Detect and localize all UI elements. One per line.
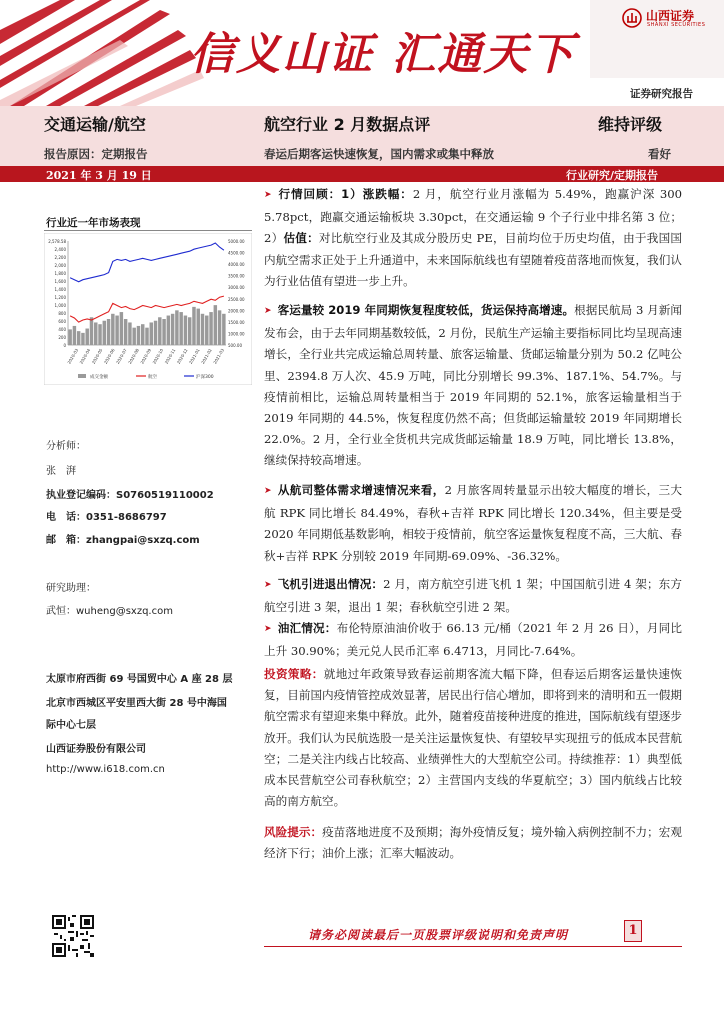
volume-bar bbox=[120, 312, 123, 345]
para-airline-demand bbox=[264, 480, 682, 567]
license-number: 执业登记编码：S0760519110002 bbox=[46, 490, 214, 501]
x-tick-label: 2021-01 bbox=[187, 347, 201, 365]
y-right-tick-label: 1500.00 bbox=[228, 319, 245, 325]
assistant-label: 研究助理： bbox=[46, 583, 96, 594]
volume-bar bbox=[158, 317, 161, 345]
address-beijing-cont: 际中心七层 bbox=[46, 720, 96, 731]
assistant-contact[interactable]: 武恒：wuheng@sxzq.com bbox=[46, 606, 173, 617]
para-lead: 投资策略： bbox=[264, 667, 324, 681]
page-number: 1 bbox=[624, 920, 642, 942]
y-left-tick-label: 1,800 bbox=[54, 271, 66, 276]
x-tick-label: 2020-06 bbox=[102, 347, 116, 365]
y-right-tick-label: 2000.00 bbox=[228, 308, 245, 314]
disclaimer: 请务必阅读最后一页股票评级说明和免责声明 bbox=[308, 928, 569, 942]
y-left-tick-label: 1,400 bbox=[54, 287, 66, 292]
legend-label: 航空 bbox=[148, 375, 157, 380]
company-logo-text: 山西证券 bbox=[646, 9, 695, 23]
y-left-tick-label: 2,578.58 bbox=[48, 239, 66, 244]
rating-view: 看好 bbox=[648, 147, 671, 161]
para-passenger-volume bbox=[264, 300, 682, 472]
market-chart-svg bbox=[44, 233, 252, 385]
volume-bar bbox=[94, 322, 97, 345]
volume-bar bbox=[192, 307, 195, 345]
volume-bar bbox=[188, 317, 191, 345]
volume-bar bbox=[145, 328, 148, 345]
report-date: 2021 年 3 月 19 日 bbox=[46, 169, 152, 182]
legend-label: 成交金额 bbox=[90, 375, 108, 380]
x-tick-label: 2020-03 bbox=[66, 347, 80, 365]
y-left-tick-label: 600 bbox=[58, 319, 66, 324]
legend-label: 沪深300 bbox=[196, 375, 214, 380]
para-lead: 客运量较 2019 年同期恢复程度较低，货运保持高增速。 bbox=[277, 303, 575, 317]
x-tick-label: 2020-05 bbox=[90, 347, 104, 365]
volume-bar bbox=[197, 309, 200, 345]
y-right-tick-label: 4500.00 bbox=[228, 250, 245, 256]
volume-bar bbox=[218, 310, 221, 345]
volume-bar bbox=[179, 312, 182, 345]
x-tick-label: 2020-07 bbox=[115, 347, 128, 365]
para-text: 根据民航局 3 月新闻发布会，由于去年同期基数较低，2 月份，民航生产运输主要指标同比均呈现高速增长，全行业共完成运输总周转量、旅客运输量、货邮运输量分别为 50.2 亿吨公里、2394.8 万人次、45.9 万吨，同比分别增长 99.3%、187.1%、54.7%。与疫情前相比，运输总周转量相当于 2019 年同期的 52.1%，旅客运输量相当于 2019 年同期的 44.5%，恢复程度仍然不高；但货邮运输量较 2019 年同期增长 22.0%。2 月，全行业全货机共完成货邮运输量 18.9 万吨，同比增长 13.8%，继续保持较高增速。 bbox=[264, 303, 683, 468]
y-right-tick-label: 3000.00 bbox=[228, 285, 245, 291]
industry-label: 交通运输/航空 bbox=[44, 115, 146, 134]
address-beijing: 北京市西城区平安里西大街 28 号中海国 bbox=[46, 698, 227, 709]
company-website[interactable]: http://www.i618.com.cn bbox=[46, 764, 165, 775]
para-text: 2 月，航空行业月涨幅为 5.49%，跑赢沪深 300 5.78pct，跑赢交通运输板块 3.30pct，在交通运输 9 个子行业中排名第 3 位；2） bbox=[264, 187, 682, 246]
volume-bar bbox=[132, 328, 135, 345]
volume-bar bbox=[222, 314, 225, 345]
volume-bar bbox=[124, 319, 127, 345]
chart-title: 行业近一年市场表现 bbox=[46, 217, 141, 229]
bullet-arrow-icon: ➤ bbox=[264, 190, 272, 200]
volume-bar bbox=[175, 310, 178, 345]
y-right-tick-label: 4000.00 bbox=[228, 262, 245, 268]
para-risk bbox=[264, 822, 682, 864]
para-text: 就地过年政策导致春运前期客流大幅下降，但春运后期客运量快速恢复，目前国内疫情管控成效显著，居民出行信心增加，即将到来的清明和五一假期航空需求有望迎来集中释放。此外，随着疫苗接种进度的推进，国际航线有望逐步放开。我们认为民航选股一是关注运量恢复快、有望较早实现扭亏的低成本民营航空；二是关注内线占比较高、业绩弹性大的大型航空公司。持续推荐：1）典型低成本民营航空公司春秋航空；2）主营国内支线的华夏航空；3）国内航线占比较高的南方航空。 bbox=[264, 667, 682, 809]
rating-label: 维持评级 bbox=[598, 115, 663, 134]
bullet-arrow-icon: ➤ bbox=[264, 580, 272, 590]
analyst-label: 分析师： bbox=[46, 441, 86, 452]
volume-bar bbox=[209, 312, 212, 345]
y-left-tick-label: 400 bbox=[58, 327, 66, 332]
analyst-email[interactable]: 邮 箱：zhangpai@sxzq.com bbox=[46, 535, 200, 546]
para-text: 布伦特原油油价收于 66.13 元/桶（2021 年 2 月 26 日），月同比上升 30.90%；美元兑人民币汇率 6.4713，月同比-7.64%。 bbox=[264, 621, 682, 659]
para-fleet-changes bbox=[264, 574, 682, 618]
para-lead: 油汇情况： bbox=[277, 621, 337, 635]
para-lead: 飞机引进退出情况： bbox=[277, 577, 384, 591]
volume-bar bbox=[141, 324, 144, 345]
y-left-tick-label: 200 bbox=[58, 335, 66, 340]
y-right-tick-label: 1000.00 bbox=[228, 331, 245, 337]
para-text: 疫苗落地进度不及预期；海外疫情反复；境外输入病例控制不力；宏观经济下行；油价上涨；汇率大幅波动。 bbox=[264, 825, 682, 861]
analyst-name: 张 湃 bbox=[46, 466, 76, 477]
volume-bar bbox=[137, 326, 140, 345]
para-lead-2: 估值： bbox=[283, 231, 319, 246]
volume-bar bbox=[107, 319, 110, 345]
para-oil-fx bbox=[264, 618, 682, 662]
volume-bar bbox=[154, 321, 157, 345]
x-tick-label: 2020-09 bbox=[139, 347, 153, 365]
x-tick-label: 2021-03 bbox=[212, 347, 225, 365]
para-text: 2 月旅客周转量显示出较大幅度的增长，三大航 RPK 同比增长 84.49%，春秋+吉祥 RPK 同比增长 120.34%，但主要是受 2020 年同期低基数影响，相较于疫情前，航空客运量恢复程度不高，三大航、春秋+吉祥 RPK 分别较 2019 年同期-69.09%、-36.32%。 bbox=[264, 483, 682, 563]
report-banner bbox=[0, 0, 724, 106]
banner-slogan: 信义山证 汇通天下 bbox=[190, 29, 576, 80]
report-category: 行业研究/定期报告 bbox=[566, 169, 659, 182]
volume-bar bbox=[201, 314, 204, 345]
y-right-tick-label: 2500.00 bbox=[228, 296, 245, 302]
x-tick-label: 2020-12 bbox=[175, 347, 189, 365]
x-tick-label: 2020-10 bbox=[151, 347, 165, 365]
y-left-tick-label: 1,200 bbox=[54, 295, 66, 300]
footer-divider bbox=[264, 946, 682, 947]
y-left-tick-label: 800 bbox=[58, 311, 66, 316]
address-taiyuan: 太原市府西街 69 号国贸中心 A 座 28 层 bbox=[46, 674, 233, 685]
volume-bar bbox=[205, 316, 208, 345]
report-title: 航空行业 2 月数据点评 bbox=[264, 115, 431, 134]
bullet-arrow-icon: ➤ bbox=[264, 306, 272, 316]
report-type: 证券研究报告 bbox=[630, 88, 693, 100]
volume-bar bbox=[98, 324, 101, 345]
para-lead: 从航司整体需求增速情况来看， bbox=[277, 483, 445, 497]
divider bbox=[44, 230, 252, 231]
para-text: 2 月，南方航空引进飞机 1 架；中国国航引进 4 架；东方航空引进 3 架，退出 1 架；春秋航空引进 2 架。 bbox=[264, 577, 682, 615]
volume-bar bbox=[103, 321, 106, 345]
x-tick-label: 2021-02 bbox=[200, 347, 213, 365]
volume-bar bbox=[150, 322, 153, 345]
volume-bar bbox=[214, 305, 217, 345]
volume-bar bbox=[73, 326, 76, 345]
x-tick-label: 2020-04 bbox=[78, 347, 92, 365]
bullet-arrow-icon: ➤ bbox=[264, 486, 272, 496]
volume-bar bbox=[90, 317, 93, 345]
volume-bar bbox=[68, 329, 71, 345]
para-lead: 行情回顾：1）涨跌幅： bbox=[277, 187, 413, 201]
report-subtitle: 春运后期客运快速恢复，国内需求或集中释放 bbox=[264, 147, 494, 161]
y-right-tick-label: 500.00 bbox=[228, 343, 242, 348]
volume-bar bbox=[171, 314, 174, 345]
company-name: 山西证券股份有限公司 bbox=[46, 744, 146, 755]
market-chart bbox=[44, 233, 252, 385]
bullet-arrow-icon: ➤ bbox=[264, 624, 272, 634]
y-left-tick-label: 1,600 bbox=[54, 279, 66, 284]
y-left-tick-label: 2,200 bbox=[54, 255, 66, 260]
volume-bar bbox=[184, 316, 187, 345]
legend-swatch bbox=[78, 374, 86, 378]
y-left-tick-label: 2,000 bbox=[54, 263, 66, 268]
para-text-2: 对比航空行业及其成分股历史 PE，目前均位于历史均值，由于我国国内航空需求正处于上升通道中，未来国际航线也有望随着疫苗落地而恢复，我们认为行业估值有望进一步上升。 bbox=[264, 231, 682, 288]
company-logo-en: SHANXI SECURITIES bbox=[647, 22, 706, 28]
volume-bar bbox=[111, 314, 114, 345]
para-investment-strategy bbox=[264, 664, 682, 812]
para-lead: 风险提示： bbox=[264, 825, 323, 839]
para-market-review bbox=[264, 184, 682, 292]
x-tick-label: 2020-11 bbox=[163, 347, 177, 365]
volume-bar bbox=[115, 316, 118, 345]
volume-bar bbox=[81, 333, 84, 345]
qr-code-icon bbox=[52, 915, 94, 957]
y-left-tick-label: 1,000 bbox=[54, 303, 66, 308]
x-tick-label: 2020-08 bbox=[127, 347, 140, 365]
report-reason: 报告原因：定期报告 bbox=[44, 147, 148, 161]
volume-bar bbox=[85, 329, 88, 345]
volume-bar bbox=[167, 316, 170, 345]
y-right-tick-label: 3500.00 bbox=[228, 273, 245, 279]
y-left-tick-label: 2,400 bbox=[54, 247, 66, 252]
volume-bar bbox=[162, 319, 165, 345]
volume-bar bbox=[128, 322, 131, 345]
y-right-tick-label: 5000.00 bbox=[228, 239, 245, 244]
analyst-phone: 电 话：0351-8686797 bbox=[46, 512, 167, 523]
company-logo-icon bbox=[622, 8, 642, 28]
y-left-tick-label: 0 bbox=[63, 343, 66, 348]
volume-bar bbox=[77, 331, 80, 345]
